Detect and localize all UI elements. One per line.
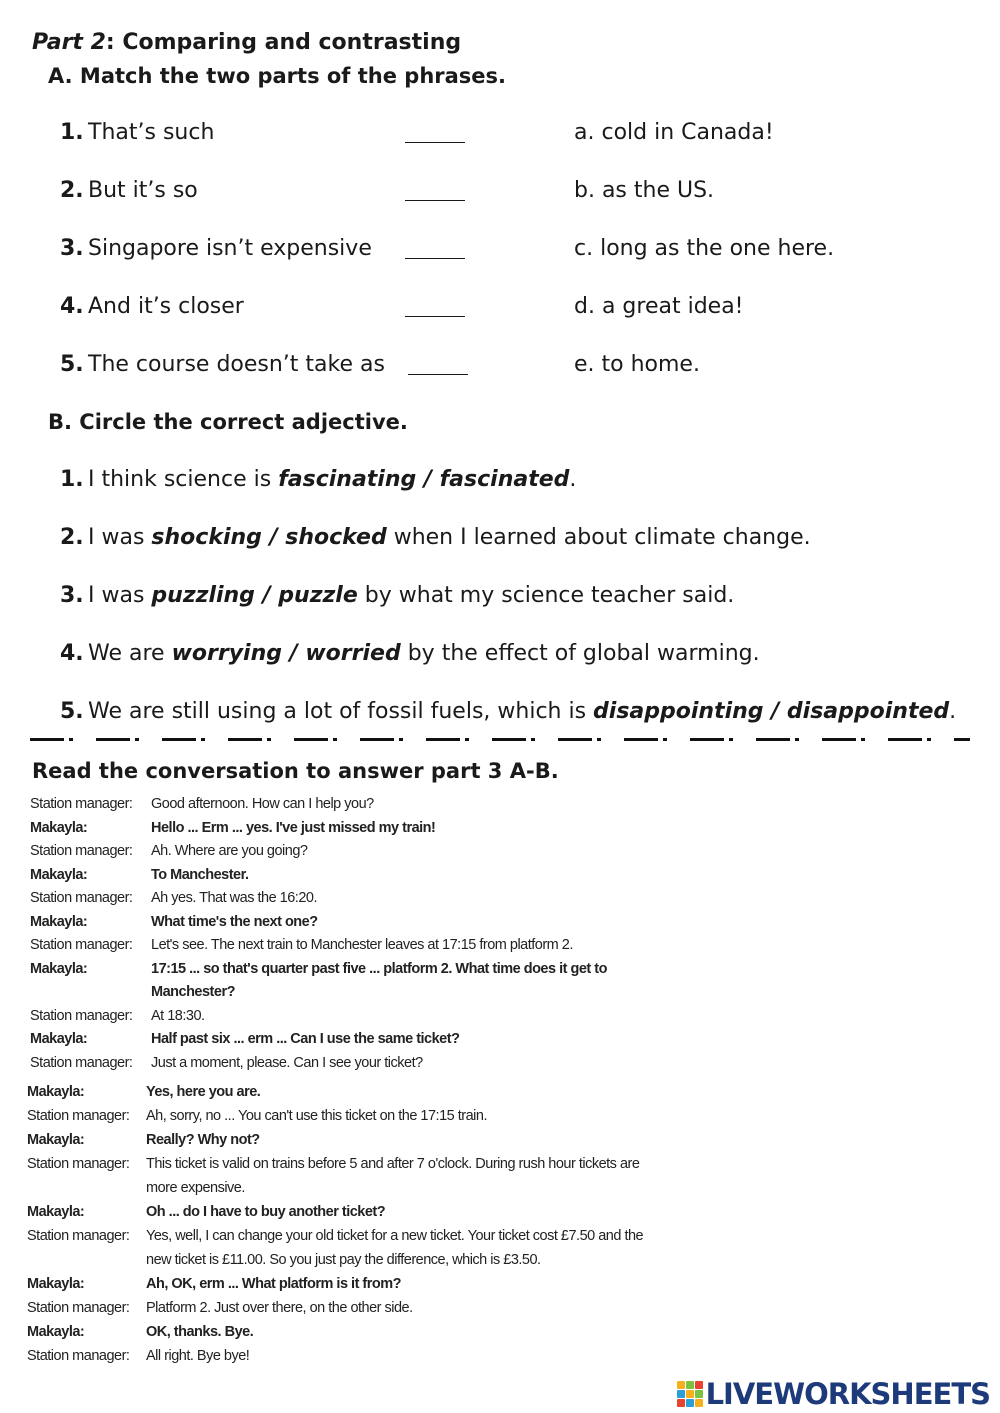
adjective-item-post: by what my science teacher said. bbox=[357, 583, 735, 608]
match-option-b: b. as the US. bbox=[574, 178, 715, 203]
match-item-text: That’s such bbox=[88, 120, 215, 145]
speaker-label: Makayla: bbox=[27, 1204, 85, 1220]
adjective-item-pre: I think science is bbox=[88, 467, 279, 492]
dialogue-line: Ah, OK, erm ... What platform is it from? bbox=[146, 1276, 402, 1292]
adjective-item-1 bbox=[60, 467, 576, 492]
speaker-label: Makayla: bbox=[30, 866, 88, 883]
adjective-item-pre: I was bbox=[88, 583, 152, 608]
adjective-item-post: . bbox=[949, 699, 957, 724]
match-item-3 bbox=[60, 236, 372, 261]
dialogue-line: Ah. Where are you going? bbox=[151, 843, 308, 859]
adjective-item-post: . bbox=[569, 467, 577, 492]
match-item-text: And it’s closer bbox=[88, 294, 244, 319]
dialogue-line: Really? Why not? bbox=[146, 1132, 260, 1148]
speaker-label: Station manager: bbox=[27, 1348, 130, 1364]
adjective-item-4 bbox=[60, 641, 760, 666]
match-item-number: 5. bbox=[60, 352, 84, 377]
adjective-item-number: 3. bbox=[60, 583, 84, 608]
match-item-text: But it’s so bbox=[88, 178, 198, 203]
adjective-item-number: 5. bbox=[60, 699, 84, 724]
speaker-label: Station manager: bbox=[27, 1156, 130, 1172]
dialogue-line: Platform 2. Just over there, on the other side. bbox=[146, 1300, 413, 1316]
answer-blank-1[interactable] bbox=[405, 126, 465, 147]
answer-blank-3[interactable] bbox=[405, 242, 465, 263]
dialogue-line: At 18:30. bbox=[151, 1007, 205, 1024]
speaker-label: Station manager: bbox=[27, 1228, 130, 1244]
speaker-label: Station manager: bbox=[27, 1300, 130, 1316]
match-item-number: 2. bbox=[60, 178, 84, 203]
speaker-label: Makayla: bbox=[30, 960, 88, 977]
adjective-item-post: when I learned about climate change. bbox=[386, 525, 811, 550]
dialogue-line: Ah yes. That was the 16:20. bbox=[151, 890, 317, 906]
match-item-5 bbox=[60, 352, 385, 377]
dialogue-line: OK, thanks. Bye. bbox=[146, 1324, 254, 1340]
speaker-label: Station manager: bbox=[30, 1007, 133, 1024]
speaker-label: Station manager: bbox=[30, 890, 133, 906]
answer-blank-4[interactable] bbox=[405, 300, 465, 321]
adjective-item-pre: We are still using a lot of fossil fuels, which is bbox=[88, 699, 594, 724]
adjective-choice[interactable]: worrying / worried bbox=[171, 641, 401, 666]
logo-mark-icon bbox=[677, 1379, 703, 1409]
match-item-number: 1. bbox=[60, 120, 84, 145]
dialogue-line: Yes, well, I can change your old ticket for a new ticket. Your ticket cost £7.50 and the bbox=[146, 1228, 644, 1244]
adjective-choice[interactable]: fascinating / fascinated bbox=[278, 467, 570, 492]
adjective-item-2 bbox=[60, 525, 811, 550]
part-title-text: : Comparing and contrasting bbox=[105, 30, 462, 55]
dialogue-line: Oh ... do I have to buy another ticket? bbox=[146, 1204, 386, 1220]
match-item-text: The course doesn’t take as bbox=[88, 352, 385, 377]
adjective-item-5 bbox=[60, 699, 956, 724]
dialogue-line: Just a moment, please. Can I see your ticket? bbox=[151, 1054, 423, 1071]
answer-blank-5[interactable] bbox=[408, 358, 468, 379]
speaker-label: Station manager: bbox=[30, 796, 133, 812]
speaker-label: Makayla: bbox=[27, 1084, 85, 1100]
dialogue-line: Hello ... Erm ... yes. I've just missed my train! bbox=[151, 819, 436, 836]
dialogue-line: Let's see. The next train to Manchester leaves at 17:15 from platform 2. bbox=[151, 937, 573, 953]
adjective-choice[interactable]: puzzling / puzzle bbox=[151, 583, 358, 608]
match-option-c: c. long as the one here. bbox=[574, 236, 835, 261]
dialogue-line: To Manchester. bbox=[151, 866, 249, 883]
dialogue-line: Manchester? bbox=[151, 984, 235, 1000]
speaker-label: Station manager: bbox=[30, 1054, 133, 1071]
section-a-heading: A. Match the two parts of the phrases. bbox=[48, 64, 507, 88]
match-option-e: e. to home. bbox=[574, 352, 700, 377]
answer-blank-2[interactable] bbox=[405, 184, 465, 205]
dialogue-line: All right. Bye bye! bbox=[146, 1348, 250, 1364]
dialogue-line: 17:15 ... so that's quarter past five ... platform 2. What time does it get to bbox=[151, 960, 607, 977]
speaker-label: Makayla: bbox=[30, 913, 88, 930]
adjective-item-post: by the effect of global warming. bbox=[400, 641, 760, 666]
dialogue-line: This ticket is valid on trains before 5 and after 7 o'clock. During rush hour tickets are bbox=[146, 1156, 640, 1172]
dialogue-line: new ticket is £11.00. So you just pay the difference, which is £3.50. bbox=[146, 1252, 541, 1268]
dialogue-line: What time's the next one? bbox=[151, 913, 318, 930]
match-item-number: 3. bbox=[60, 236, 84, 261]
section-b-heading: B. Circle the correct adjective. bbox=[48, 410, 408, 434]
match-item-1 bbox=[60, 120, 214, 145]
dialogue-line: Yes, here you are. bbox=[146, 1084, 261, 1100]
dialogue-line: more expensive. bbox=[146, 1180, 245, 1196]
part-title bbox=[32, 30, 461, 55]
part-label: Part 2 bbox=[32, 30, 106, 55]
speaker-label: Station manager: bbox=[30, 843, 133, 859]
adjective-choice[interactable]: disappointing / disappointed bbox=[593, 699, 950, 724]
speaker-label: Station manager: bbox=[27, 1108, 130, 1124]
logo-text: LIVEWORKSHEETS bbox=[705, 1377, 990, 1411]
dialogue-line: Ah, sorry, no ... You can't use this ticket on the 17:15 train. bbox=[146, 1108, 487, 1124]
speaker-label: Makayla: bbox=[27, 1324, 85, 1340]
adjective-choice[interactable]: shocking / shocked bbox=[151, 525, 387, 550]
speaker-label: Makayla: bbox=[30, 819, 88, 836]
adjective-item-number: 2. bbox=[60, 525, 84, 550]
brand-logo bbox=[677, 1376, 990, 1412]
adjective-item-3 bbox=[60, 583, 734, 608]
adjective-item-pre: I was bbox=[88, 525, 152, 550]
match-option-a: a. cold in Canada! bbox=[574, 120, 774, 145]
dialogue-line: Good afternoon. How can I help you? bbox=[151, 796, 374, 812]
speaker-label: Station manager: bbox=[30, 937, 133, 953]
match-option-d: d. a great idea! bbox=[574, 294, 744, 319]
adjective-item-number: 1. bbox=[60, 467, 84, 492]
speaker-label: Makayla: bbox=[30, 1031, 88, 1047]
match-item-number: 4. bbox=[60, 294, 84, 319]
speaker-label: Makayla: bbox=[27, 1276, 85, 1292]
speaker-label: Makayla: bbox=[27, 1132, 85, 1148]
conversation-title: Read the conversation to answer part 3 A-B. bbox=[32, 759, 559, 783]
match-item-text: Singapore isn’t expensive bbox=[88, 236, 372, 261]
dialogue-line: Half past six ... erm ... Can I use the same ticket? bbox=[151, 1031, 460, 1047]
match-item-4 bbox=[60, 294, 244, 319]
adjective-item-number: 4. bbox=[60, 641, 84, 666]
match-item-2 bbox=[60, 178, 198, 203]
adjective-item-pre: We are bbox=[88, 641, 172, 666]
dashed-divider bbox=[30, 736, 970, 744]
